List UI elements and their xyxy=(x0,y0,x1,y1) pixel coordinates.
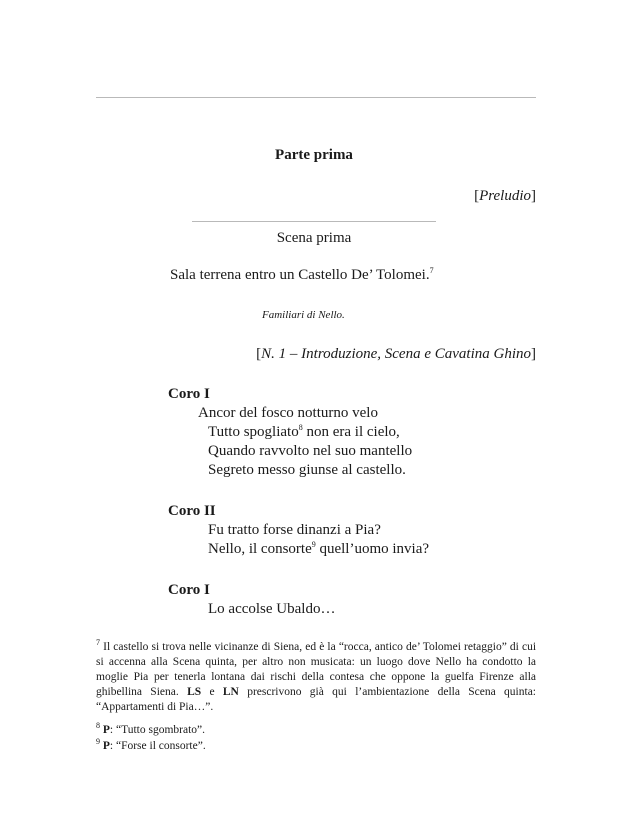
verse-text: quell’uomo invia? xyxy=(315,541,430,557)
verse-line: Fu tratto forse dinanzi a Pia? xyxy=(208,522,381,538)
verse-line xyxy=(208,540,429,559)
footnote-text: : “Forse il consorte”. xyxy=(109,740,206,752)
verse-line: Quando ravvolto nel suo mantello xyxy=(208,443,413,459)
footnote-text: Il castello si trova nelle vicinanze di Siena, ed è la “rocca, antico de’ Tolomei retaggio” di cui si accenna alla Scena quinta, per altro non musicata: un luogo dove Nello ha condotto la moglie Pia per tenerla lontana dai rischi della contesa che oppone la guelfa Firenze alla ghibellina Siena. xyxy=(96,641,537,698)
speaker-coro-1: Coro I xyxy=(168,386,210,402)
verse-line: Ancor del fosco notturno velo xyxy=(198,405,378,421)
footnote-number: 8 xyxy=(96,721,100,731)
verse-line: Segreto messo giunse al castello. xyxy=(208,462,406,478)
number-title-text: N. 1 – Introduzione, Scena e Cavatina Ghino xyxy=(261,346,531,362)
top-rule xyxy=(96,97,536,98)
speaker-coro-1b: Coro I xyxy=(168,582,210,598)
source-p: P xyxy=(102,724,110,736)
page-heading: Parte prima xyxy=(275,147,353,163)
footnote-ref-8: 8 xyxy=(298,423,303,432)
source-p: P xyxy=(102,740,110,752)
footnote-7 xyxy=(96,640,536,715)
scene-location xyxy=(170,266,434,284)
characters-line: Familiari di Nello. xyxy=(262,309,345,321)
preludio-text: Preludio xyxy=(479,188,531,204)
footnote-number: 7 xyxy=(96,638,100,648)
speaker-coro-2: Coro II xyxy=(168,503,216,519)
source-ls: LS xyxy=(187,686,202,698)
footnote-text: e xyxy=(201,686,223,698)
number-title: [N. 1 – Introduzione, Scena e Cavatina Ghino] xyxy=(256,346,536,362)
footnote-9 xyxy=(96,739,536,754)
preludio-label: [Preludio] xyxy=(474,188,536,204)
footnote-text: prescrivono già qui l’ambientazione della Scena quinta: “Appartamenti di Pia…”. xyxy=(96,686,536,713)
footnote-number: 9 xyxy=(96,737,100,747)
footnote-8 xyxy=(96,723,536,738)
location-text: Sala terrena entro un Castello De’ Tolomei. xyxy=(170,267,430,283)
verse-line xyxy=(208,423,400,442)
footnote-ref-7: 7 xyxy=(429,266,434,275)
verse-line: Lo accolse Ubaldo… xyxy=(208,601,336,617)
source-ln: LN xyxy=(222,686,239,698)
verse-text: non era il cielo, xyxy=(302,424,400,440)
verse-text: Nello, il consorte xyxy=(208,541,312,557)
footnote-text: : “Tutto sgombrato”. xyxy=(109,724,205,736)
scene-title: Scena prima xyxy=(276,230,352,246)
scene-rule xyxy=(192,221,436,222)
verse-text: Tutto spogliato xyxy=(208,424,299,440)
footnote-ref-9: 9 xyxy=(311,540,316,549)
